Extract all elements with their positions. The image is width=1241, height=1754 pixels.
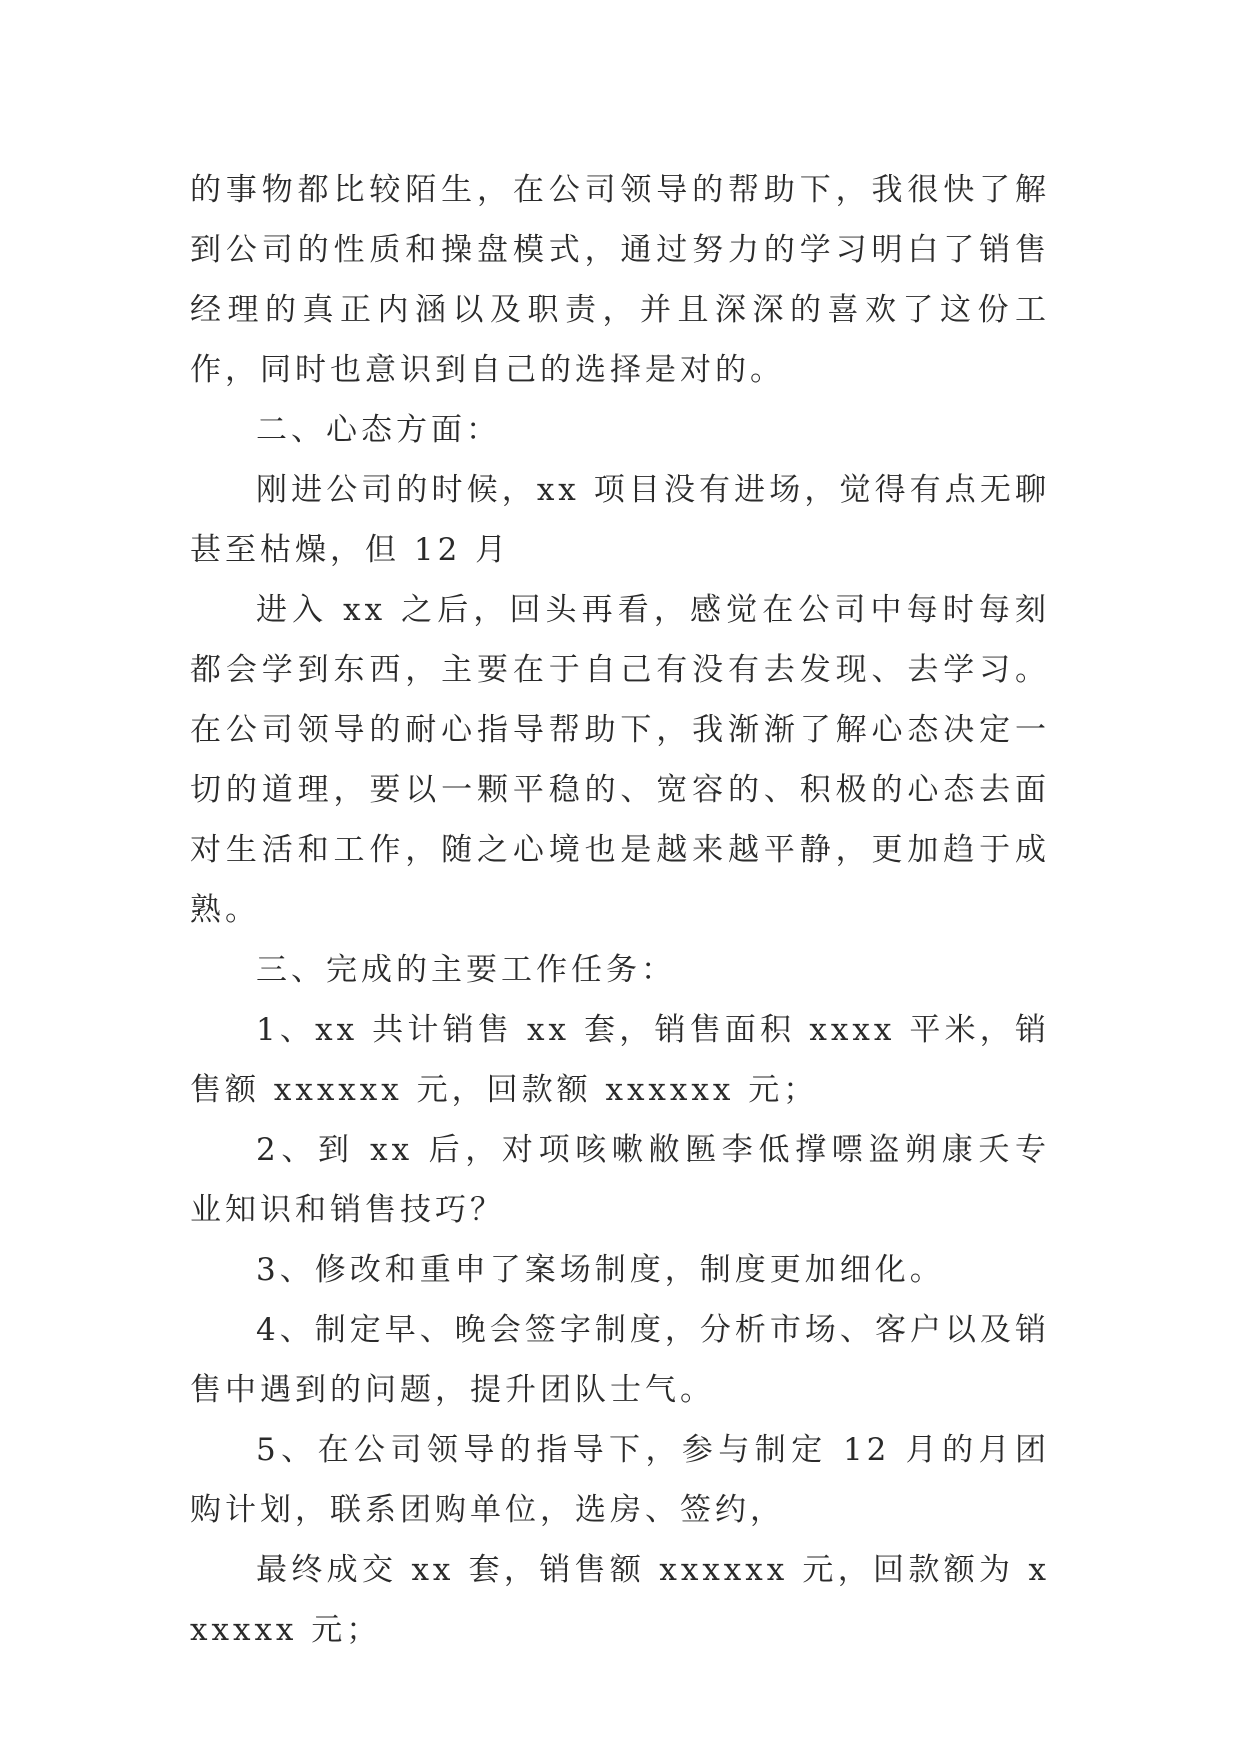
paragraph-1: 的事物都比较陌生，在公司领导的帮助下，我很快了解到公司的性质和操盘模式，通过努力的学习明白了销售经理的真正内涵以及职责，并且深深的喜欢了这份工作，同时也意识到自己的选择是对的。 [190, 172, 1050, 388]
task-item-2: 2、到 xx 后，对项咳嗽敝匦李低撑嘌盗朔康夭专业知识和销售技巧？ [190, 1132, 1050, 1228]
document-body [190, 160, 1050, 1660]
paragraph-11: 最终成交 xx 套，销售额 xxxxxx 元，回款额为 xxxxxx 元； [190, 1552, 1050, 1648]
task-item-1: 1、xx 共计销售 xx 套，销售面积 xxxx 平米，销售额 xxxxxx 元，回款额 xxxxxx 元； [190, 1012, 1050, 1108]
task-item-4: 4、制定早、晚会签字制度，分析市场、客户以及销售中遇到的问题，提升团队士气。 [190, 1312, 1050, 1408]
section-heading-mindset: 二、心态方面： [256, 412, 501, 448]
section-heading-tasks: 三、完成的主要工作任务： [256, 952, 676, 988]
paragraph-4: 进入 xx 之后，回头再看，感觉在公司中每时每刻都会学到东西，主要在于自己有没有去发现、去学习。在公司领导的耐心指导帮助下，我渐渐了解心态决定一切的道理，要以一颗平稳的、宽容的、积极的心态去面对生活和工作，随之心境也是越来越平静，更加趋于成熟。 [190, 592, 1050, 928]
task-item-3: 3、修改和重申了案场制度，制度更加细化。 [256, 1252, 945, 1288]
task-item-5: 5、在公司领导的指导下，参与制定 12 月的月团购计划，联系团购单位，选房、签约， [190, 1432, 1050, 1528]
paragraph-3: 刚进公司的时候，xx 项目没有进场，觉得有点无聊甚至枯燥，但 12 月 [190, 472, 1050, 568]
